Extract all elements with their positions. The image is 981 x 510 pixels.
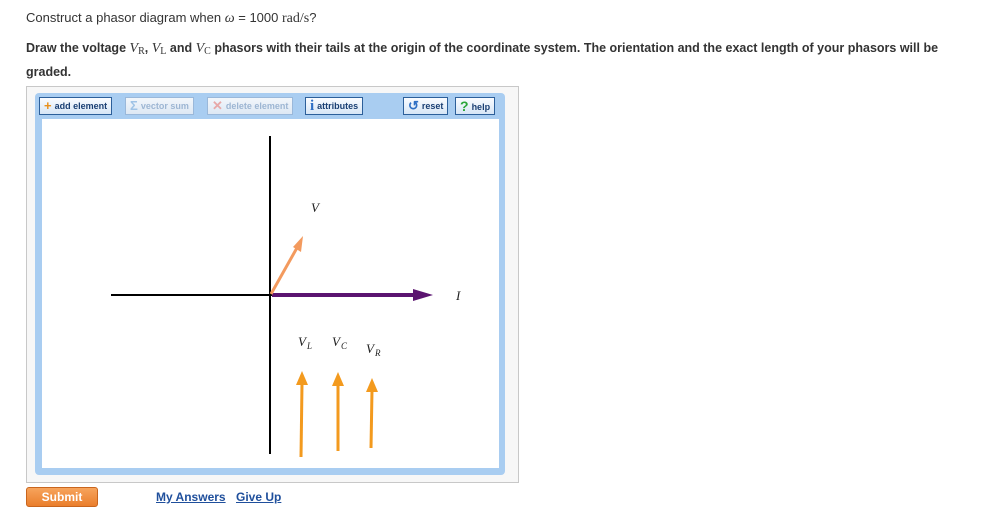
attributes-label: attributes bbox=[317, 101, 359, 111]
omega-symbol: ω bbox=[224, 11, 235, 26]
info-icon: i bbox=[310, 98, 315, 114]
vector-sum-button[interactable] bbox=[125, 97, 194, 115]
current-phasor-head[interactable] bbox=[413, 289, 433, 301]
applet-frame bbox=[35, 93, 505, 475]
instruction-text-2: phasors with their tails at the origin of the coordinate system. The orientation and the exact length of your phasors will be graded. bbox=[26, 41, 939, 79]
vr-palette-arrow[interactable] bbox=[366, 378, 378, 448]
label-VC-sub: C bbox=[341, 341, 348, 351]
plus-icon: + bbox=[44, 98, 52, 113]
add-element-button[interactable] bbox=[39, 97, 112, 115]
reset-label: reset bbox=[421, 101, 444, 111]
help-button[interactable] bbox=[455, 97, 495, 115]
vl-subscript: L bbox=[160, 46, 167, 57]
help-label: help bbox=[471, 102, 491, 112]
vc-subscript: C bbox=[204, 46, 211, 57]
x-icon: ✕ bbox=[212, 98, 223, 113]
label-I: I bbox=[456, 288, 461, 303]
drawing-canvas[interactable] bbox=[42, 119, 499, 468]
question-text: Construct a phasor diagram when bbox=[26, 10, 222, 25]
label-V: V bbox=[311, 200, 319, 215]
vc-palette-arrow[interactable] bbox=[332, 372, 344, 451]
sigma-icon: Σ bbox=[130, 98, 138, 113]
attributes-button[interactable] bbox=[305, 97, 363, 115]
voltage-phasor-shaft[interactable] bbox=[271, 246, 298, 294]
omega-value: = 1000 bbox=[238, 10, 279, 25]
question-instructions bbox=[26, 38, 971, 83]
phasor-diagram bbox=[42, 119, 499, 468]
question-icon: ? bbox=[460, 98, 469, 114]
label-VL-sub: L bbox=[307, 341, 313, 351]
submit-button[interactable]: Submit bbox=[26, 487, 98, 507]
phasor-applet bbox=[26, 86, 519, 483]
reset-button[interactable] bbox=[403, 97, 448, 115]
vl-palette-arrow[interactable] bbox=[296, 371, 308, 457]
instruction-text: Draw the voltage bbox=[26, 41, 127, 55]
delete-element-button[interactable] bbox=[207, 97, 293, 115]
vc-symbol: V bbox=[195, 41, 205, 56]
and-text: and bbox=[169, 41, 193, 55]
question-mark: ? bbox=[309, 10, 317, 25]
reset-icon: ↺ bbox=[408, 98, 419, 113]
question-line-1 bbox=[26, 10, 316, 27]
vl-symbol: V bbox=[151, 41, 161, 56]
label-VR-sub: R bbox=[375, 348, 381, 358]
vector-sum-label: vector sum bbox=[140, 101, 189, 111]
label-VC: V bbox=[332, 334, 340, 349]
omega-unit: rad/s bbox=[282, 11, 310, 26]
give-up-link[interactable]: Give Up bbox=[236, 490, 282, 504]
my-answers-link[interactable]: My Answers bbox=[156, 490, 226, 504]
label-VL: V bbox=[298, 334, 306, 349]
add-element-label: add element bbox=[54, 101, 108, 111]
comma: , bbox=[144, 41, 149, 55]
vr-subscript: R bbox=[138, 46, 145, 57]
vr-symbol: V bbox=[129, 41, 139, 56]
delete-element-label: delete element bbox=[225, 101, 289, 111]
label-VR: V bbox=[366, 341, 374, 356]
